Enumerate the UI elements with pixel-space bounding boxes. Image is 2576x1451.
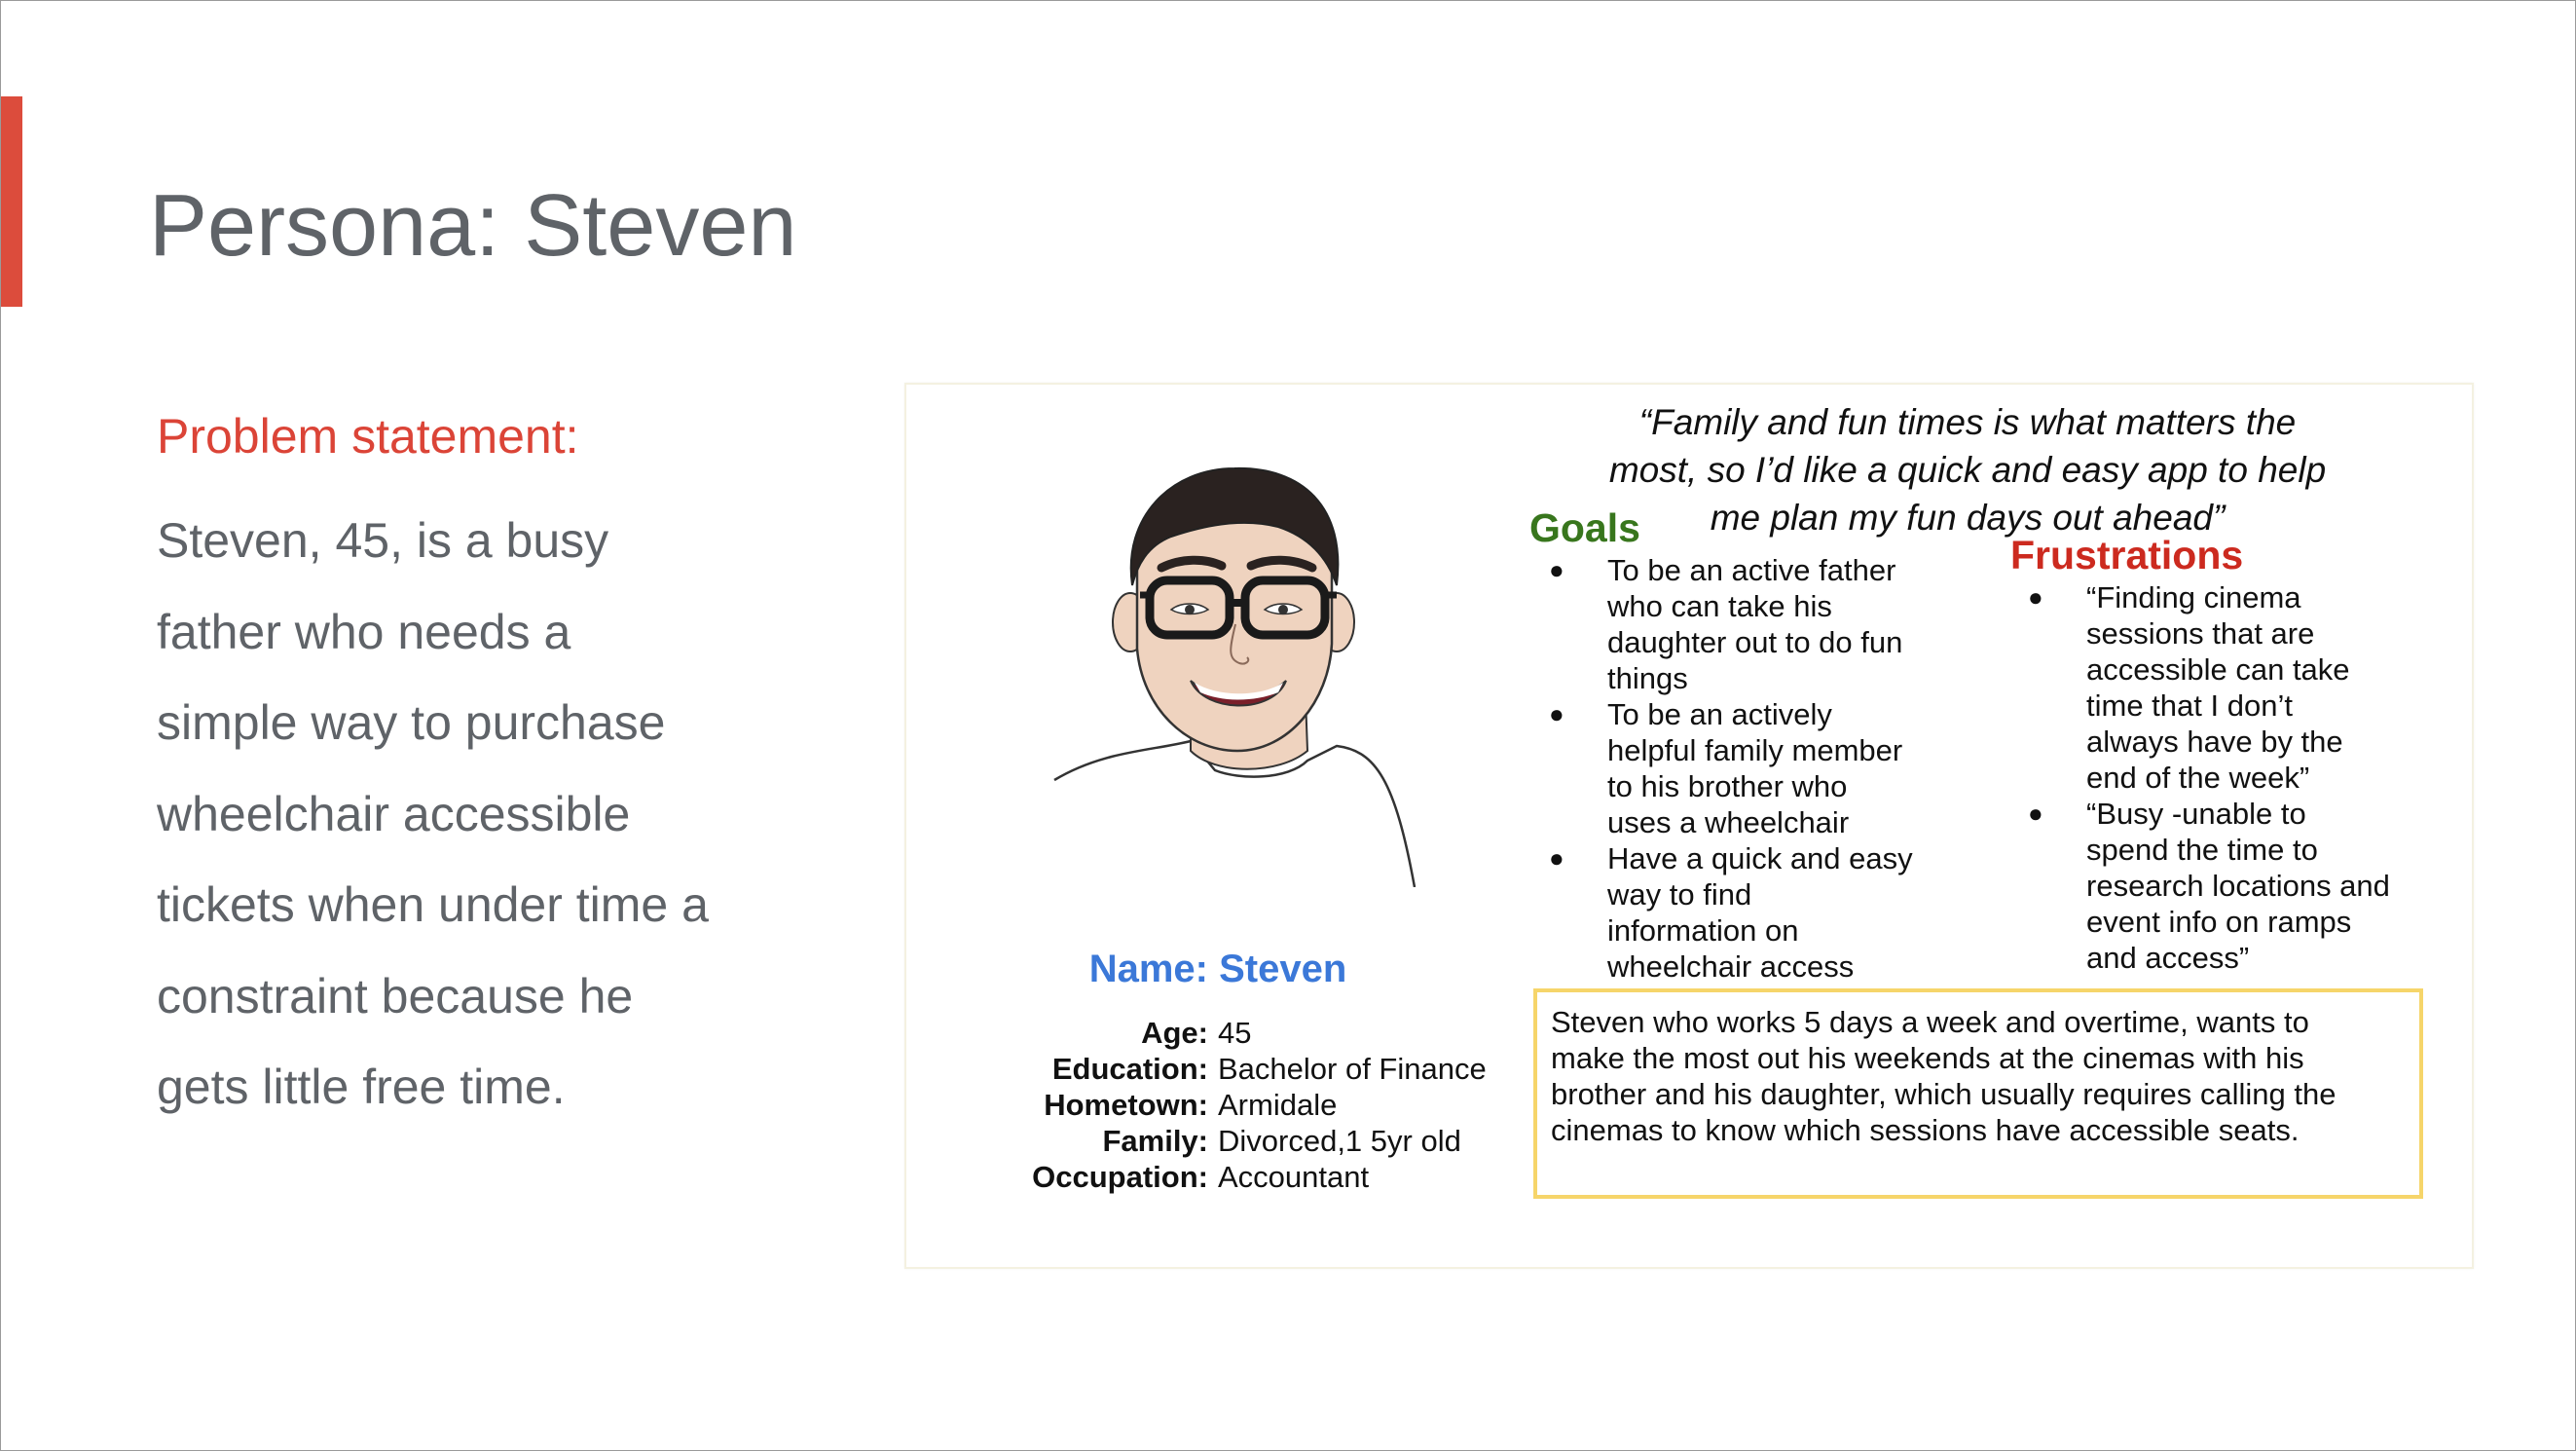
bio-line: brother and his daughter, which usually requires calling the [1551, 1077, 2337, 1111]
goal-line: To be an actively [1607, 697, 1832, 731]
goal-line: who can take his [1607, 589, 1832, 623]
problem-line: constraint because he [157, 968, 634, 1023]
problem-line: wheelchair accessible [157, 786, 631, 841]
problem-line: gets little free time. [157, 1060, 566, 1114]
frustration-line: time that I don’t [2086, 688, 2293, 723]
frustration-line: “Busy -unable to [2086, 797, 2306, 831]
info-value: Armidale [1218, 1088, 1338, 1122]
persona-quote [1529, 398, 2406, 541]
frustration-line: end of the week” [2086, 761, 2310, 795]
goal-line: uses a wheelchair [1607, 805, 1850, 839]
problem-line: simple way to purchase [157, 695, 666, 750]
frustrations-list [2028, 579, 2437, 976]
frustration-line: event info on ramps [2086, 905, 2352, 939]
info-value: 45 [1218, 1016, 1252, 1050]
info-row-occupation [955, 1160, 1520, 1195]
info-value: Divorced,1 5yr old [1218, 1124, 1461, 1158]
bio-line: Steven who works 5 days a week and overtime, wants to [1551, 1005, 2309, 1039]
goals-list [1549, 552, 1958, 985]
slide-title: Persona: Steven [149, 177, 797, 275]
goal-item: ● To be an actively helpful family member to his brother who uses a wheelchair [1549, 696, 1958, 840]
frustration-item: ● “Finding cinema sessions that are accessible can take time that I don’t always have by the end of the week” [2028, 579, 2437, 796]
quote-line: most, so I’d like a quick and easy app to help [1608, 450, 2327, 490]
frustrations-heading: Frustrations [2010, 533, 2244, 577]
frustration-line: research locations and [2086, 869, 2390, 903]
info-row-age [955, 1016, 1520, 1051]
quote-line: me plan my fun days out ahead” [1710, 498, 2226, 538]
problem-statement-body [157, 496, 760, 1134]
frustration-line: spend the time to [2086, 833, 2318, 867]
bio-line: cinemas to know which sessions have accessible seats. [1551, 1113, 2300, 1147]
goal-line: helpful family member [1607, 733, 1903, 767]
frustration-line: always have by the [2086, 725, 2343, 759]
goal-line: information on [1607, 913, 1799, 948]
info-key: Education: [1051, 1052, 1208, 1086]
goal-item: ● Have a quick and easy way to find information on wheelchair access [1549, 840, 1958, 985]
bio-line: make the most out his weekends at the cinemas with his [1551, 1041, 2304, 1075]
goal-line: things [1607, 661, 1688, 695]
info-key: Age: [1141, 1016, 1208, 1050]
frustration-line: and access” [2086, 941, 2250, 975]
goal-line: to his brother who [1607, 769, 1848, 803]
info-key: Family: [1102, 1124, 1208, 1158]
goals-heading: Goals [1529, 505, 1640, 550]
man-portrait-icon [1045, 459, 1424, 887]
goal-line: Have a quick and easy [1607, 841, 1913, 875]
problem-line: Steven, 45, is a busy [157, 513, 609, 568]
quote-line: “Family and fun times is what matters the [1638, 402, 2297, 442]
goal-line: daughter out to do fun [1607, 625, 1903, 659]
info-key: Occupation: [1032, 1160, 1208, 1194]
goal-line: way to find [1607, 877, 1752, 912]
info-row-hometown [955, 1088, 1520, 1123]
info-row-family [955, 1124, 1520, 1159]
info-value: Bachelor of Finance [1218, 1052, 1487, 1086]
goal-line: wheelchair access [1607, 949, 1855, 984]
problem-statement-heading: Problem statement: [157, 409, 579, 464]
problem-line: father who needs a [157, 604, 571, 659]
info-row-education [955, 1052, 1520, 1087]
frustration-line: accessible can take [2086, 652, 2350, 687]
accent-bar [1, 96, 22, 307]
goal-line: To be an active father [1607, 553, 1896, 587]
goal-item: ● To be an active father who can take his daughter out to do fun things [1549, 552, 1958, 696]
problem-line: tickets when under time a [157, 877, 709, 932]
info-value: Accountant [1218, 1160, 1370, 1194]
persona-name: Name: Steven [1088, 948, 1347, 990]
bio-text [1551, 1004, 2408, 1148]
frustration-item: ● “Busy -unable to spend the time to research locations and event info on ramps and access” [2028, 796, 2437, 976]
info-key: Hometown: [1044, 1088, 1208, 1122]
frustration-line: sessions that are [2086, 616, 2315, 651]
frustration-line: “Finding cinema [2086, 580, 2301, 614]
